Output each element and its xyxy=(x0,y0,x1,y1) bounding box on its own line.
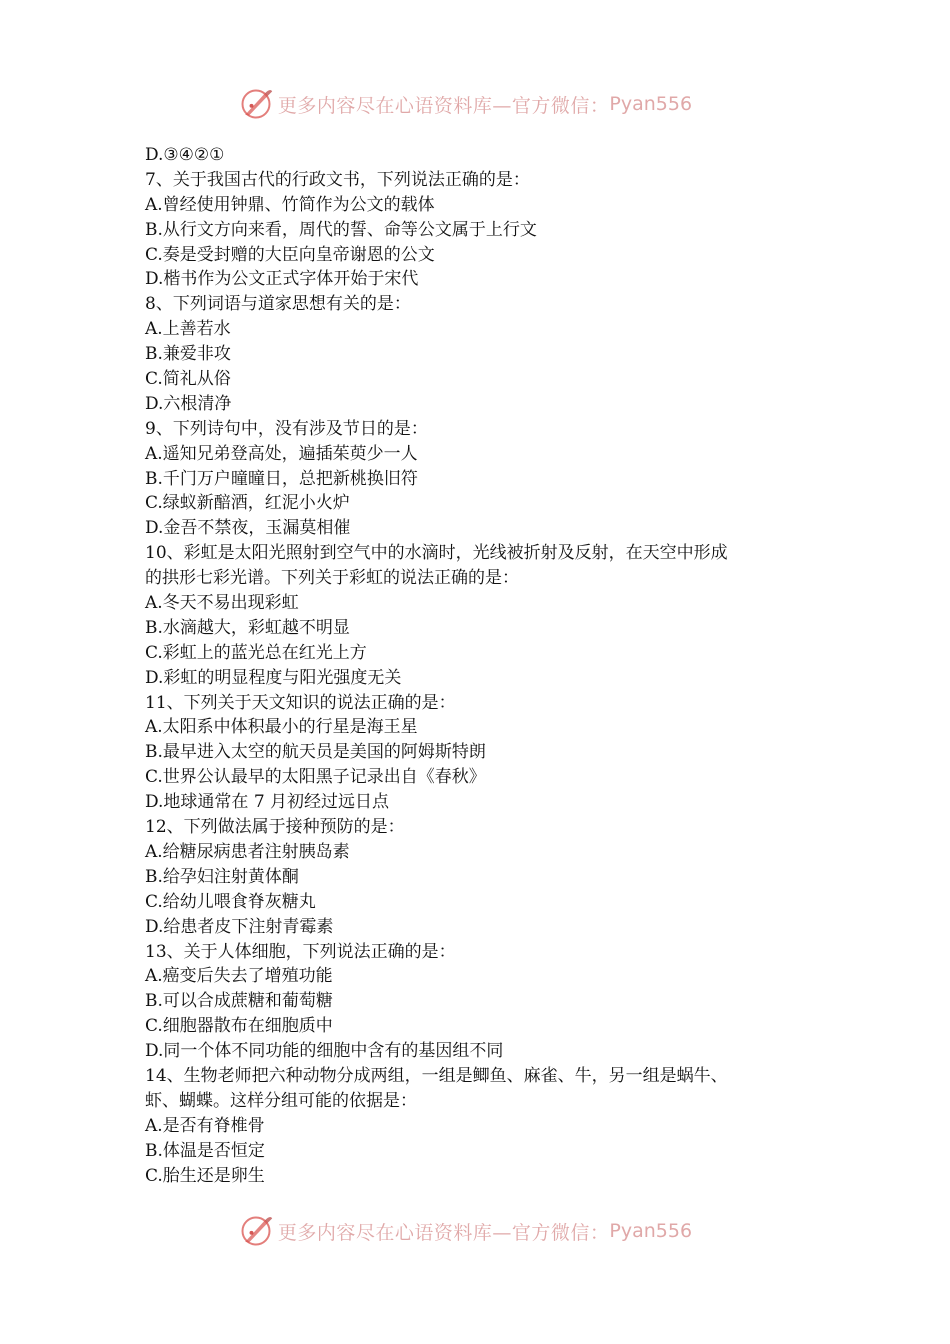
option-8d: D.六根清净 xyxy=(145,393,232,414)
question-10: 10、彩虹是太阳光照射到空气中的水滴时，光线被折射及反射，在天空中形成 xyxy=(145,543,728,564)
option-10d: D.彩虹的明显程度与阳光强度无关 xyxy=(145,667,402,688)
option-12d: D.给患者皮下注射青霉素 xyxy=(145,916,334,937)
question-7: 7、关于我国古代的行政文书，下列说法正确的是： xyxy=(145,169,530,190)
option-13a: A.癌变后失去了增殖功能 xyxy=(145,966,333,987)
option-9c: C.绿蚁新醅酒，红泥小火炉 xyxy=(145,493,350,514)
option-7d: D.楷书作为公文正式字体开始于宋代 xyxy=(145,269,419,290)
option-12c: C.给幼儿喂食脊灰糖丸 xyxy=(145,891,316,912)
option-11a: A.太阳系中体积最小的行星是海王星 xyxy=(145,717,418,738)
option-13b: B.可以合成蔗糖和葡萄糖 xyxy=(145,991,333,1012)
option-11c: C.世界公认最早的太阳黑子记录出自《春秋》 xyxy=(145,767,486,788)
option-13c: C.细胞器散布在细胞质中 xyxy=(145,1016,333,1037)
banner-text: 更多内容尽在心语资料库—官方微信： xyxy=(277,94,610,117)
option-9d: D.金吾不禁夜，玉漏莫相催 xyxy=(145,518,351,539)
option-11d: D.地球通常在 7 月初经过远日点 xyxy=(145,792,390,813)
option-9a: A.遥知兄弟登高处，遍插茱萸少一人 xyxy=(145,443,418,464)
footer-banner xyxy=(0,1211,950,1251)
question-content xyxy=(145,143,815,1188)
text-line: D.③④②① xyxy=(145,145,225,165)
question-9: 9、下列诗句中，没有涉及节日的是： xyxy=(145,418,428,439)
banner-wechat-id: Pyan556 xyxy=(609,93,693,115)
banner-text: 更多内容尽在心语资料库—官方微信： xyxy=(277,1221,610,1244)
question-14: 14、生物老师把六种动物分成两组，一组是鲫鱼、麻雀、牛，另一组是蜗牛、 xyxy=(145,1065,728,1086)
option-14b: B.体温是否恒定 xyxy=(145,1140,265,1161)
option-7b: B.从行文方向来看，周代的誓、命等公文属于上行文 xyxy=(145,219,537,240)
option-10b: B.水滴越大，彩虹越不明显 xyxy=(145,617,350,638)
header-banner xyxy=(0,84,950,124)
option-12b: B.给孕妇注射黄体酮 xyxy=(145,866,299,887)
question-11: 11、下列关于天文知识的说法正确的是： xyxy=(145,692,456,713)
question-14-cont: 虾、蝴蝶。这样分组可能的依据是： xyxy=(145,1090,417,1111)
option-9b: B.千门万户曈曈日，总把新桃换旧符 xyxy=(145,468,418,489)
option-12a: A.给糖尿病患者注射胰岛素 xyxy=(145,841,350,862)
question-10-cont: 的拱形七彩光谱。下列关于彩虹的说法正确的是： xyxy=(145,568,519,589)
option-10c: C.彩虹上的蓝光总在红光上方 xyxy=(145,642,367,663)
option-8b: B.兼爱非攻 xyxy=(145,344,231,365)
option-13d: D.同一个体不同功能的细胞中含有的基因组不同 xyxy=(145,1041,504,1062)
option-14c: C.胎生还是卵生 xyxy=(145,1165,265,1186)
option-7a: A.曾经使用钟鼎、竹简作为公文的载体 xyxy=(145,194,435,215)
question-8: 8、下列词语与道家思想有关的是： xyxy=(145,294,411,315)
option-8c: C.简礼从俗 xyxy=(145,369,231,390)
option-7c: C.奏是受封赠的大臣向皇帝谢恩的公文 xyxy=(145,244,435,265)
question-12: 12、下列做法属于接种预防的是： xyxy=(145,817,405,838)
option-14a: A.是否有脊椎骨 xyxy=(145,1115,265,1136)
option-10a: A.冬天不易出现彩虹 xyxy=(145,593,299,614)
quill-circle-logo-icon xyxy=(238,86,274,122)
option-11b: B.最早进入太空的航天员是美国的阿姆斯特朗 xyxy=(145,742,486,763)
quill-circle-logo-icon xyxy=(238,1213,274,1249)
option-8a: A.上善若水 xyxy=(145,319,231,340)
banner-wechat-id: Pyan556 xyxy=(609,1220,693,1242)
question-13: 13、关于人体细胞，下列说法正确的是： xyxy=(145,941,456,962)
